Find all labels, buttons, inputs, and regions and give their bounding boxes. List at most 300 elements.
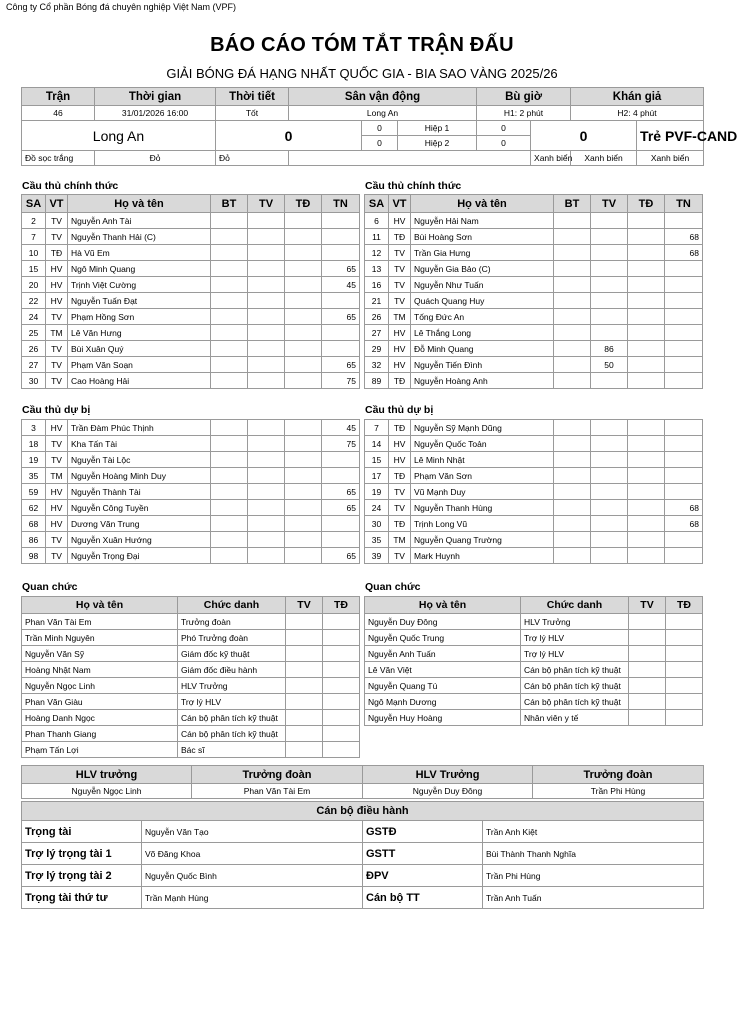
position: TV bbox=[46, 452, 68, 468]
table-row bbox=[365, 293, 703, 309]
yellow-card bbox=[286, 678, 323, 694]
referee-role: Trợ lý trọng tài 1 bbox=[22, 843, 142, 865]
sub-minute: 65 bbox=[322, 309, 360, 325]
player-name: Lê Văn Hưng bbox=[68, 325, 211, 341]
player-name: Nguyễn Quốc Toản bbox=[411, 436, 554, 452]
kit-spacer bbox=[289, 151, 531, 166]
goals bbox=[211, 277, 248, 293]
player-name: Kha Tấn Tài bbox=[68, 436, 211, 452]
table-header-row bbox=[22, 195, 360, 213]
shirt-number: 3 bbox=[22, 420, 46, 436]
player-name: Mark Huynh bbox=[411, 548, 554, 564]
position: TV bbox=[46, 373, 68, 389]
position: HV bbox=[389, 341, 411, 357]
shirt-number: 98 bbox=[22, 548, 46, 564]
match-summary-table bbox=[21, 87, 737, 166]
table-row bbox=[22, 710, 360, 726]
position: HV bbox=[46, 500, 68, 516]
yellow-card bbox=[248, 436, 285, 452]
yellow-card bbox=[248, 277, 285, 293]
red-card bbox=[628, 357, 665, 373]
shirt-number: 89 bbox=[365, 373, 389, 389]
position: TM bbox=[389, 532, 411, 548]
red-card bbox=[285, 293, 322, 309]
goals bbox=[211, 420, 248, 436]
shirt-number: 35 bbox=[22, 468, 46, 484]
signature-table bbox=[21, 765, 704, 799]
yellow-card bbox=[248, 341, 285, 357]
position: HV bbox=[389, 436, 411, 452]
red-card bbox=[285, 484, 322, 500]
home-starting-table bbox=[21, 194, 360, 389]
red-card bbox=[285, 548, 322, 564]
yellow-card bbox=[286, 662, 323, 678]
away-subs-title: Cầu thủ dự bị bbox=[365, 404, 434, 416]
red-card bbox=[628, 293, 665, 309]
table-row bbox=[22, 484, 360, 500]
yellow-card bbox=[591, 309, 628, 325]
red-card bbox=[628, 261, 665, 277]
sub-minute bbox=[322, 229, 360, 245]
column-header: TV bbox=[286, 597, 323, 614]
yellow-card bbox=[591, 516, 628, 532]
yellow-card bbox=[591, 245, 628, 261]
red-card bbox=[323, 726, 360, 742]
table-row bbox=[22, 293, 360, 309]
player-name: Ngô Minh Quang bbox=[68, 261, 211, 277]
supervisor-role: GSTĐ bbox=[363, 821, 483, 843]
shirt-number: 16 bbox=[365, 277, 389, 293]
position: TV bbox=[389, 261, 411, 277]
column-header: BT bbox=[211, 195, 248, 213]
goals bbox=[211, 373, 248, 389]
red-card bbox=[323, 742, 360, 758]
official-title: Giám đốc kỹ thuật bbox=[178, 646, 286, 662]
yellow-card bbox=[286, 710, 323, 726]
shirt-number: 2 bbox=[22, 213, 46, 229]
yellow-card bbox=[629, 678, 666, 694]
table-row bbox=[365, 357, 703, 373]
supervisor-role: Cán bộ TT bbox=[363, 887, 483, 909]
red-card bbox=[628, 373, 665, 389]
position: TV bbox=[389, 293, 411, 309]
shirt-number: 10 bbox=[22, 245, 46, 261]
goals bbox=[554, 436, 591, 452]
red-card bbox=[666, 662, 703, 678]
position: TV bbox=[389, 245, 411, 261]
home-kit-color: Đỏ bbox=[95, 151, 216, 166]
away-starting-title: Cầu thủ chính thức bbox=[365, 180, 462, 192]
table-row bbox=[22, 373, 360, 389]
official-name: Phan Thanh Giang bbox=[22, 726, 178, 742]
table-row bbox=[365, 516, 703, 532]
position: HV bbox=[389, 213, 411, 229]
official-title: Cán bộ phân tích kỹ thuật bbox=[521, 678, 629, 694]
yellow-card bbox=[248, 373, 285, 389]
red-card bbox=[628, 532, 665, 548]
shirt-number: 68 bbox=[22, 516, 46, 532]
table-row bbox=[365, 500, 703, 516]
table-row bbox=[365, 630, 703, 646]
red-card bbox=[285, 452, 322, 468]
player-name: Dương Văn Trung bbox=[68, 516, 211, 532]
position: TM bbox=[389, 309, 411, 325]
player-name: Hà Vũ Em bbox=[68, 245, 211, 261]
red-card bbox=[628, 213, 665, 229]
official-title: Cán bộ phân tích kỹ thuật bbox=[521, 662, 629, 678]
red-card bbox=[628, 548, 665, 564]
header-added-time: Bù giờ bbox=[477, 88, 571, 106]
position: HV bbox=[46, 420, 68, 436]
goals bbox=[554, 229, 591, 245]
red-card bbox=[628, 245, 665, 261]
sub-minute bbox=[665, 420, 703, 436]
goals bbox=[554, 373, 591, 389]
position: TĐ bbox=[46, 245, 68, 261]
away-kit-color: Xanh biển bbox=[531, 151, 571, 166]
shirt-number: 39 bbox=[365, 548, 389, 564]
yellow-card bbox=[248, 484, 285, 500]
position: TV bbox=[389, 277, 411, 293]
sub-minute: 75 bbox=[322, 373, 360, 389]
sig-away-leader: Trần Phi Hùng bbox=[533, 784, 704, 799]
position: TĐ bbox=[389, 373, 411, 389]
official-name: Nguyễn Quang Tú bbox=[365, 678, 521, 694]
goals bbox=[211, 325, 248, 341]
table-row bbox=[365, 373, 703, 389]
table-row bbox=[22, 548, 360, 564]
sub-minute bbox=[665, 213, 703, 229]
player-name: Lê Thắng Long bbox=[411, 325, 554, 341]
table-row bbox=[365, 452, 703, 468]
player-name: Nguyễn Thanh Hải (C) bbox=[68, 229, 211, 245]
half1-home-score: 0 bbox=[362, 121, 398, 136]
yellow-card bbox=[248, 516, 285, 532]
red-card bbox=[285, 532, 322, 548]
table-row bbox=[22, 420, 360, 436]
red-card bbox=[666, 646, 703, 662]
position: HV bbox=[389, 325, 411, 341]
goals bbox=[211, 245, 248, 261]
goals bbox=[554, 293, 591, 309]
away-team-name: Trẻ PVF-CAND bbox=[637, 121, 704, 151]
red-card bbox=[285, 436, 322, 452]
official-title: Cán bộ phân tích kỹ thuật bbox=[178, 726, 286, 742]
shirt-number: 26 bbox=[365, 309, 389, 325]
home-kit-label: Đồ sọc trắng bbox=[22, 151, 95, 166]
added-time-h1: H1: 2 phút bbox=[477, 106, 571, 121]
table-row bbox=[22, 630, 360, 646]
shirt-number: 32 bbox=[365, 357, 389, 373]
yellow-card bbox=[591, 452, 628, 468]
yellow-card bbox=[591, 484, 628, 500]
supervisor-name: Trần Phi Hùng bbox=[483, 865, 704, 887]
table-row bbox=[365, 436, 703, 452]
home-subs-title: Cầu thủ dự bị bbox=[22, 404, 91, 416]
goals bbox=[211, 548, 248, 564]
sub-minute bbox=[665, 373, 703, 389]
official-name: Nguyễn Huy Hoàng bbox=[365, 710, 521, 726]
yellow-card: 50 bbox=[591, 357, 628, 373]
official-title: Trợ lý HLV bbox=[521, 630, 629, 646]
official-title: Bác sĩ bbox=[178, 742, 286, 758]
shirt-number: 29 bbox=[365, 341, 389, 357]
yellow-card bbox=[248, 357, 285, 373]
goals bbox=[211, 532, 248, 548]
sub-minute bbox=[665, 452, 703, 468]
official-title: Nhân viên y tế bbox=[521, 710, 629, 726]
red-card bbox=[323, 614, 360, 630]
column-header: BT bbox=[554, 195, 591, 213]
sub-minute: 65 bbox=[322, 484, 360, 500]
position: TV bbox=[46, 341, 68, 357]
table-row bbox=[22, 341, 360, 357]
goals bbox=[554, 500, 591, 516]
away-score: 0 bbox=[531, 121, 637, 151]
table-row bbox=[365, 261, 703, 277]
yellow-card bbox=[591, 277, 628, 293]
sub-minute: 68 bbox=[665, 516, 703, 532]
away-kit-color: Xanh biển bbox=[637, 151, 704, 166]
sig-header-away-leader: Trưởng đoàn bbox=[533, 766, 704, 784]
table-row bbox=[365, 229, 703, 245]
sub-minute: 65 bbox=[322, 500, 360, 516]
position: TV bbox=[46, 548, 68, 564]
table-header-row bbox=[365, 597, 703, 614]
player-name: Trịnh Việt Cường bbox=[68, 277, 211, 293]
red-card bbox=[285, 341, 322, 357]
shirt-number: 15 bbox=[22, 261, 46, 277]
red-card bbox=[323, 662, 360, 678]
column-header: Họ và tên bbox=[411, 195, 554, 213]
goals bbox=[554, 261, 591, 277]
sub-minute bbox=[665, 277, 703, 293]
red-card bbox=[285, 500, 322, 516]
red-card bbox=[285, 309, 322, 325]
red-card bbox=[628, 309, 665, 325]
yellow-card bbox=[629, 694, 666, 710]
goals bbox=[211, 341, 248, 357]
column-header: Chức danh bbox=[178, 597, 286, 614]
column-header: TN bbox=[322, 195, 360, 213]
goals bbox=[211, 213, 248, 229]
shirt-number: 19 bbox=[22, 452, 46, 468]
position: TV bbox=[46, 532, 68, 548]
table-row bbox=[22, 325, 360, 341]
table-row bbox=[22, 245, 360, 261]
yellow-card bbox=[591, 548, 628, 564]
goals bbox=[211, 500, 248, 516]
goals bbox=[554, 516, 591, 532]
shirt-number: 30 bbox=[365, 516, 389, 532]
red-card bbox=[323, 646, 360, 662]
column-header: TĐ bbox=[285, 195, 322, 213]
yellow-card bbox=[591, 532, 628, 548]
shirt-number: 62 bbox=[22, 500, 46, 516]
official-title: Trợ lý HLV bbox=[178, 694, 286, 710]
table-row bbox=[365, 548, 703, 564]
position: TM bbox=[46, 325, 68, 341]
table-row bbox=[365, 277, 703, 293]
goals bbox=[554, 309, 591, 325]
player-name: Tống Đức An bbox=[411, 309, 554, 325]
position: TV bbox=[46, 229, 68, 245]
match-number: 46 bbox=[22, 106, 95, 121]
red-card bbox=[628, 229, 665, 245]
player-name: Trần Gia Hưng bbox=[411, 245, 554, 261]
red-card bbox=[323, 710, 360, 726]
position: TM bbox=[46, 468, 68, 484]
red-card bbox=[666, 630, 703, 646]
player-name: Phạm Văn Soạn bbox=[68, 357, 211, 373]
yellow-card bbox=[286, 630, 323, 646]
table-header-row bbox=[22, 597, 360, 614]
position: HV bbox=[389, 357, 411, 373]
shirt-number: 35 bbox=[365, 532, 389, 548]
half1-away-score: 0 bbox=[477, 121, 531, 136]
shirt-number: 15 bbox=[365, 452, 389, 468]
position: HV bbox=[46, 484, 68, 500]
away-officials-table bbox=[364, 596, 703, 726]
red-card bbox=[285, 261, 322, 277]
shirt-number: 21 bbox=[365, 293, 389, 309]
away-starting-table bbox=[364, 194, 703, 389]
away-officials-title: Quan chức bbox=[365, 581, 421, 593]
shirt-number: 24 bbox=[22, 309, 46, 325]
yellow-card bbox=[286, 726, 323, 742]
yellow-card bbox=[591, 229, 628, 245]
sub-minute bbox=[665, 532, 703, 548]
red-card bbox=[628, 452, 665, 468]
column-header: SA bbox=[22, 195, 46, 213]
red-card bbox=[628, 436, 665, 452]
table-row bbox=[365, 309, 703, 325]
column-header: VT bbox=[389, 195, 411, 213]
goals bbox=[211, 484, 248, 500]
column-header: TV bbox=[591, 195, 628, 213]
table-row bbox=[22, 229, 360, 245]
position: HV bbox=[46, 261, 68, 277]
match-stadium: Long An bbox=[289, 106, 477, 121]
goals bbox=[554, 468, 591, 484]
red-card bbox=[666, 678, 703, 694]
yellow-card bbox=[286, 614, 323, 630]
shirt-number: 13 bbox=[365, 261, 389, 277]
official-title: Cán bộ phân tích kỹ thuật bbox=[521, 694, 629, 710]
table-row bbox=[365, 468, 703, 484]
header-time: Thời gian bbox=[95, 88, 216, 106]
red-card bbox=[285, 468, 322, 484]
yellow-card bbox=[248, 293, 285, 309]
player-name: Nguyễn Tiến Đình bbox=[411, 357, 554, 373]
shirt-number: 20 bbox=[22, 277, 46, 293]
column-header: Chức danh bbox=[521, 597, 629, 614]
report-subtitle: GIẢI BÓNG ĐÁ HẠNG NHẤT QUỐC GIA - BIA SAO VÀNG 2025/26 bbox=[166, 66, 558, 81]
official-name: Phan Văn Tài Em bbox=[22, 614, 178, 630]
table-row bbox=[22, 742, 360, 758]
added-time-h2: H2: 4 phút bbox=[571, 106, 704, 121]
goals bbox=[211, 229, 248, 245]
official-name: Hoàng Danh Ngọc bbox=[22, 710, 178, 726]
sub-minute: 65 bbox=[322, 261, 360, 277]
column-header: Họ và tên bbox=[22, 597, 178, 614]
shirt-number: 27 bbox=[22, 357, 46, 373]
company-name: Công ty Cổ phần Bóng đá chuyên nghiệp Việt Nam (VPF) bbox=[6, 2, 236, 12]
player-name: Nguyễn Anh Tài bbox=[68, 213, 211, 229]
shirt-number: 18 bbox=[22, 436, 46, 452]
sub-minute: 75 bbox=[322, 436, 360, 452]
match-weather: Tốt bbox=[216, 106, 289, 121]
sub-minute: 68 bbox=[665, 500, 703, 516]
position: TĐ bbox=[389, 420, 411, 436]
red-card bbox=[628, 500, 665, 516]
player-name: Trịnh Long Vũ bbox=[411, 516, 554, 532]
player-name: Nguyễn Gia Bảo (C) bbox=[411, 261, 554, 277]
table-row bbox=[22, 277, 360, 293]
player-name: Cao Hoàng Hải bbox=[68, 373, 211, 389]
red-card bbox=[323, 630, 360, 646]
shirt-number: 30 bbox=[22, 373, 46, 389]
goals bbox=[554, 484, 591, 500]
shirt-number: 86 bbox=[22, 532, 46, 548]
sub-minute bbox=[665, 548, 703, 564]
sig-header-home-coach: HLV trưởng bbox=[22, 766, 192, 784]
yellow-card bbox=[591, 468, 628, 484]
position: TV bbox=[389, 484, 411, 500]
sub-minute bbox=[665, 325, 703, 341]
shirt-number: 26 bbox=[22, 341, 46, 357]
shirt-number: 27 bbox=[365, 325, 389, 341]
sig-home-leader: Phan Văn Tài Em bbox=[192, 784, 363, 799]
goals bbox=[211, 309, 248, 325]
player-name: Phạm Văn Sơn bbox=[411, 468, 554, 484]
table-header-row bbox=[365, 195, 703, 213]
match-time: 31/01/2026 16:00 bbox=[95, 106, 216, 121]
player-name: Vũ Mạnh Duy bbox=[411, 484, 554, 500]
goals bbox=[554, 245, 591, 261]
sub-minute bbox=[322, 293, 360, 309]
red-card bbox=[285, 277, 322, 293]
yellow-card bbox=[248, 548, 285, 564]
half2-label: Hiệp 2 bbox=[398, 136, 477, 151]
table-row bbox=[365, 710, 703, 726]
sub-minute bbox=[322, 516, 360, 532]
supervisor-name: Bùi Thành Thanh Nghĩa bbox=[483, 843, 704, 865]
yellow-card bbox=[591, 325, 628, 341]
referee-name: Trần Mạnh Hùng bbox=[142, 887, 363, 909]
position: HV bbox=[46, 293, 68, 309]
player-name: Nguyễn Xuân Hướng bbox=[68, 532, 211, 548]
red-card bbox=[666, 614, 703, 630]
table-row bbox=[22, 646, 360, 662]
player-name: Nguyễn Trọng Đại bbox=[68, 548, 211, 564]
table-row bbox=[22, 213, 360, 229]
player-name: Nguyễn Thanh Hùng bbox=[411, 500, 554, 516]
supervisor-name: Trần Anh Tuấn bbox=[483, 887, 704, 909]
player-name: Nguyễn Hoàng Anh bbox=[411, 373, 554, 389]
goals bbox=[554, 548, 591, 564]
table-row bbox=[365, 245, 703, 261]
yellow-card bbox=[591, 436, 628, 452]
player-name: Bùi Hoàng Sơn bbox=[411, 229, 554, 245]
shirt-number: 19 bbox=[365, 484, 389, 500]
player-name: Nguyễn Tài Lộc bbox=[68, 452, 211, 468]
position: TV bbox=[46, 436, 68, 452]
table-row bbox=[365, 325, 703, 341]
player-name: Phạm Hồng Sơn bbox=[68, 309, 211, 325]
column-header: Họ và tên bbox=[365, 597, 521, 614]
column-header: SA bbox=[365, 195, 389, 213]
